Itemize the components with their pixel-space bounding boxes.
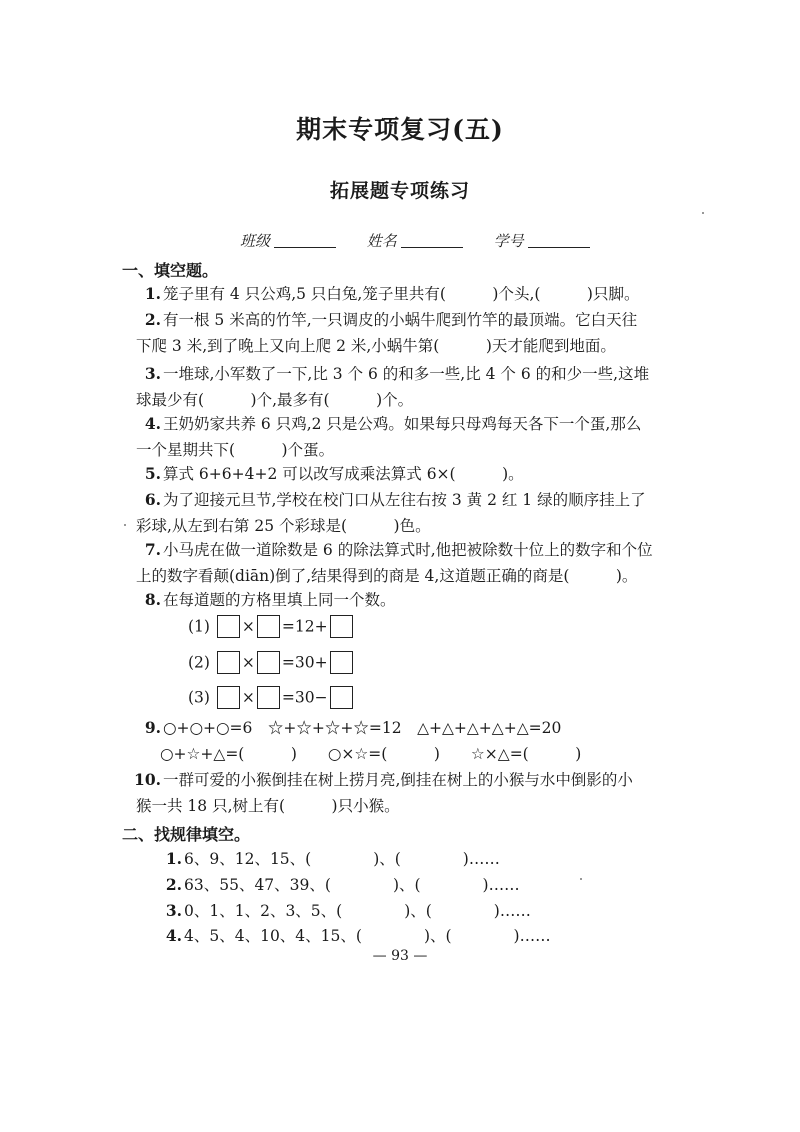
question-text-continued: 上的数字看颠(diān)倒了,结果得到的商是 4,这道题正确的商是( )。 bbox=[136, 567, 638, 585]
id-blank bbox=[528, 233, 590, 248]
page-number: — 93 — bbox=[372, 948, 428, 964]
pattern-text: 0、1、1、2、3、5、( )、( )…… bbox=[184, 902, 531, 920]
item-label: (3) bbox=[188, 688, 210, 707]
section-heading-fill-blanks: 一、填空题。 bbox=[122, 261, 219, 280]
pattern-item-3 bbox=[165, 901, 531, 921]
q8-item-1 bbox=[188, 615, 355, 641]
question-5 bbox=[144, 464, 524, 484]
question-text: ○+○+○=6 ☆+☆+☆+☆=12 △+△+△+△+△=20 bbox=[163, 719, 562, 737]
pattern-text: 6、9、12、15、( )、( )…… bbox=[184, 850, 500, 868]
item-number: 4. bbox=[165, 926, 182, 945]
question-number: 8. bbox=[144, 590, 161, 609]
question-number: 2. bbox=[144, 310, 161, 329]
pattern-item-2 bbox=[165, 875, 520, 895]
question-10 bbox=[134, 770, 633, 815]
page-title: 期末专项复习(五) bbox=[296, 115, 504, 144]
item-label: (2) bbox=[188, 653, 210, 672]
equation-rest: =30+ bbox=[281, 653, 328, 672]
scan-speck bbox=[124, 524, 126, 526]
pattern-text: 63、55、47、39、( )、( )…… bbox=[184, 876, 520, 894]
question-number: 5. bbox=[144, 464, 161, 483]
question-text: 有一根 5 米高的竹竿,一只调皮的小蜗牛爬到竹竿的最顶端。它白天往 bbox=[163, 311, 638, 329]
question-2 bbox=[136, 310, 638, 355]
pattern-text: 4、5、4、10、4、15、( )、( )…… bbox=[184, 927, 551, 945]
item-label: (1) bbox=[188, 617, 210, 636]
id-label: 学号 bbox=[493, 232, 524, 250]
question-text: 为了迎接元旦节,学校在校门口从左往右按 3 黄 2 红 1 绿的顺序挂上了 bbox=[163, 491, 646, 509]
question-text-continued: 一个星期共下( )个蛋。 bbox=[136, 441, 335, 459]
answer-box[interactable] bbox=[330, 686, 353, 709]
question-7 bbox=[136, 540, 653, 585]
name-blank bbox=[401, 233, 463, 248]
times-sign: × bbox=[241, 688, 255, 707]
answer-box[interactable] bbox=[257, 615, 280, 638]
question-number: 1. bbox=[144, 284, 161, 303]
question-number: 4. bbox=[144, 414, 161, 433]
question-text: 一堆球,小军数了一下,比 3 个 6 的和多一些,比 4 个 6 的和少一些,这堆 bbox=[163, 365, 650, 383]
item-number: 2. bbox=[165, 875, 182, 894]
question-6 bbox=[136, 490, 646, 535]
question-9 bbox=[144, 718, 582, 763]
times-sign: × bbox=[241, 653, 255, 672]
section-heading-find-pattern: 二、找规律填空。 bbox=[122, 825, 251, 844]
q8-item-3 bbox=[188, 686, 355, 712]
question-number: 9. bbox=[144, 718, 161, 737]
question-text: 在每道题的方格里填上同一个数。 bbox=[163, 591, 396, 609]
question-number: 10. bbox=[134, 770, 161, 789]
question-3 bbox=[136, 364, 650, 409]
question-text-continued: 猴一共 18 只,树上有( )只小猴。 bbox=[136, 797, 400, 815]
question-text: 一群可爱的小猴倒挂在树上捞月亮,倒挂在树上的小猴与水中倒影的小 bbox=[163, 771, 633, 789]
name-label: 姓名 bbox=[366, 232, 397, 250]
answer-box[interactable] bbox=[257, 686, 280, 709]
answer-box[interactable] bbox=[330, 615, 353, 638]
question-text-continued: 球最少有( )个,最多有( )个。 bbox=[136, 391, 414, 409]
scan-speck bbox=[702, 212, 704, 214]
question-number: 7. bbox=[144, 540, 161, 559]
question-1 bbox=[144, 284, 640, 304]
answer-box[interactable] bbox=[217, 651, 240, 674]
q8-item-2 bbox=[188, 651, 355, 677]
question-text: 算式 6+6+4+2 可以改写成乘法算式 6×( )。 bbox=[163, 465, 524, 483]
question-text: 王奶奶家共养 6 只鸡,2 只是公鸡。如果每只母鸡每天各下一个蛋,那么 bbox=[163, 415, 642, 433]
item-number: 1. bbox=[165, 849, 182, 868]
page-subtitle: 拓展题专项练习 bbox=[329, 180, 470, 202]
item-number: 3. bbox=[165, 901, 182, 920]
times-sign: × bbox=[241, 617, 255, 636]
question-8 bbox=[144, 590, 396, 610]
pattern-item-1 bbox=[165, 849, 500, 869]
question-4 bbox=[136, 414, 642, 459]
scan-speck bbox=[580, 878, 582, 880]
question-text: 笼子里有 4 只公鸡,5 只白兔,笼子里共有( )个头,( )只脚。 bbox=[163, 285, 640, 303]
question-text-continued: ○+☆+△=( ) ○×☆=( ) ☆×△=( ) bbox=[160, 745, 582, 763]
equation-rest: =12+ bbox=[281, 617, 328, 636]
answer-box[interactable] bbox=[217, 686, 240, 709]
question-number: 3. bbox=[144, 364, 161, 383]
answer-box[interactable] bbox=[330, 651, 353, 674]
class-blank bbox=[274, 233, 336, 248]
question-text-continued: 下爬 3 米,到了晚上又向上爬 2 米,小蜗牛第( )天才能爬到地面。 bbox=[136, 337, 616, 355]
question-text-continued: 彩球,从左到右第 25 个彩球是( )色。 bbox=[136, 517, 431, 535]
equation-rest: =30− bbox=[281, 688, 328, 707]
class-label: 班级 bbox=[240, 232, 271, 250]
question-text: 小马虎在做一道除数是 6 的除法算式时,他把被除数十位上的数字和个位 bbox=[163, 541, 653, 559]
answer-box[interactable] bbox=[257, 651, 280, 674]
student-info-row bbox=[240, 230, 616, 251]
pattern-item-4 bbox=[165, 926, 551, 946]
answer-box[interactable] bbox=[217, 615, 240, 638]
question-number: 6. bbox=[144, 490, 161, 509]
